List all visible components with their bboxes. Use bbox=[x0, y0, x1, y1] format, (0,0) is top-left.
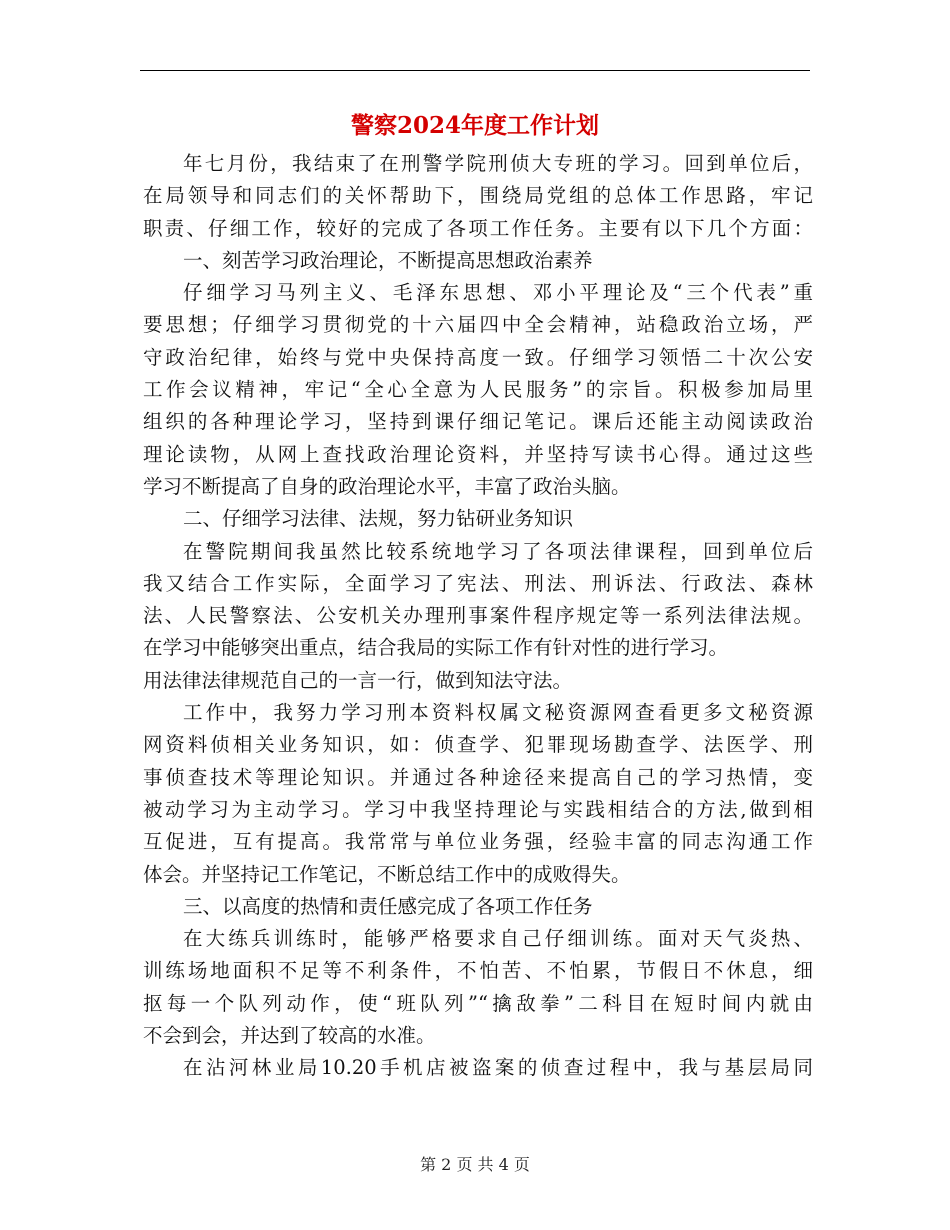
paragraph-line: 法、人民警察法、公安机关办理刑事案件程序规定等一系列法律法规。 bbox=[143, 604, 813, 628]
paragraph-line: 网资料侦相关业务知识，如：侦查学、犯罪现场勘查学、法医学、刑 bbox=[143, 733, 813, 757]
paragraph-line: 仔细学习马列主义、毛泽东思想、邓小平理论及“三个代表”重 bbox=[183, 281, 813, 305]
paragraph-line: 我又结合工作实际，全面学习了宪法、刑法、刑诉法、行政法、森林 bbox=[143, 571, 813, 595]
paragraph-line: 抠每一个队列动作，使“班队列”“擒敌拳”二科目在短时间内就由 bbox=[143, 991, 813, 1015]
paragraph-line: 在大练兵训练时，能够严格要求自己仔细训练。面对天气炎热、 bbox=[183, 927, 813, 951]
paragraph-line: 年七月份，我结束了在刑警学院刑侦大专班的学习。回到单位后， bbox=[183, 152, 813, 175]
section-heading: 二、仔细学习法律、法规，努力钻研业务知识 bbox=[183, 507, 574, 531]
paragraph-line: 守政治纪律，始终与党中央保持高度一致。仔细学习领悟二十次公安 bbox=[143, 345, 813, 369]
paragraph-line: 事侦查技术等理论知识。并通过各种途径来提高自己的学习热情，变 bbox=[143, 765, 813, 789]
section-heading: 一、刻苦学习政治理论，不断提高思想政治素养 bbox=[183, 248, 593, 272]
paragraph-line: 被动学习为主动学习。学习中我坚持理论与实践相结合的方法,做到相 bbox=[143, 797, 813, 821]
section-heading: 三、以高度的热情和责任感完成了各项工作任务 bbox=[183, 894, 593, 918]
paragraph-line: 组织的各种理论学习，坚持到课仔细记笔记。课后还能主动阅读政治 bbox=[143, 410, 813, 434]
document-body bbox=[143, 148, 813, 1085]
document-title: 警察2024年度工作计划 bbox=[350, 112, 599, 139]
paragraph-line: 工作会议精神，牢记“全心全意为人民服务”的宗旨。积极参加局里 bbox=[143, 378, 813, 402]
paragraph-line: 要思想；仔细学习贯彻党的十六届四中全会精神，站稳政治立场，严 bbox=[143, 313, 813, 337]
header-rule bbox=[140, 70, 810, 71]
paragraph-line: 训练场地面积不足等不利条件，不怕苦、不怕累，节假日不休息，细 bbox=[143, 959, 813, 983]
paragraph-line: 工作中，我努力学习刑本资料权属文秘资源网查看更多文秘资源 bbox=[183, 701, 813, 725]
page-footer: 第 2 页 共 4 页 bbox=[420, 1155, 530, 1174]
paragraph-line: 在沾河林业局10.20手机店被盗案的侦查过程中，我与基层局同 bbox=[183, 1056, 813, 1080]
paragraph-line: 互促进，互有提高。我常常与单位业务强，经验丰富的同志沟通工作 bbox=[143, 830, 813, 854]
paragraph-line: 学习不断提高了自身的政治理论水平，丰富了政治头脑。 bbox=[143, 474, 631, 498]
paragraph-line: 不会到会，并达到了较高的水准。 bbox=[143, 1024, 436, 1048]
paragraph-line: 职责、仔细工作，较好的完成了各项工作任务。主要有以下几个方面： bbox=[143, 216, 813, 240]
paragraph-line: 理论读物，从网上查找政治理论资料，并坚持写读书心得。通过这些 bbox=[143, 442, 813, 466]
paragraph-line: 在局领导和同志们的关怀帮助下，围绕局党组的总体工作思路，牢记 bbox=[143, 184, 813, 208]
paragraph-line: 体会。并坚持记工作笔记，不断总结工作中的成败得失。 bbox=[143, 862, 631, 886]
paragraph-line: 在警院期间我虽然比较系统地学习了各项法律课程，回到单位后 bbox=[183, 539, 813, 563]
paragraph-line: 在学习中能够突出重点，结合我局的实际工作有针对性的进行学习。 bbox=[143, 636, 729, 660]
paragraph-line: 用法律法律规范自己的一言一行，做到知法守法。 bbox=[143, 668, 573, 692]
